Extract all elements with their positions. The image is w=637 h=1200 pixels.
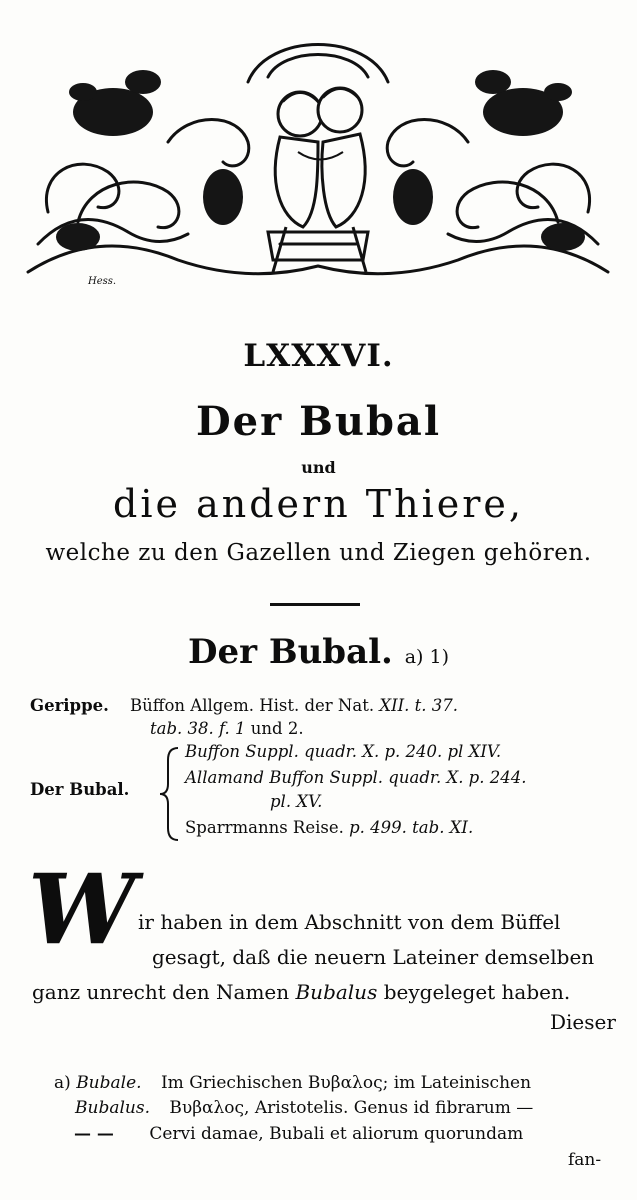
body-line: ir haben in dem Abschnitt von dem Büffel: [138, 910, 561, 934]
heading-divider: [270, 603, 360, 606]
reference-sparrmann-text: Sparrmanns Reise.: [185, 818, 344, 837]
reference-label-gerippe: Gerippe.: [30, 696, 109, 715]
reference-buffon: Buffon Suppl. quadr. X. p. 240. pl XIV.: [185, 742, 502, 761]
reference-gerippe-plate: tab. 38. f. 1: [150, 719, 246, 738]
engraver-signature: Hess.: [88, 276, 117, 287]
footnote-line: Bubalus. Βυβαλος, Aristotelis. Genus id fibrarum —: [75, 1098, 534, 1118]
chapter-title: Der Bubal: [195, 398, 442, 445]
footnote-lemma: Bubale.: [76, 1073, 142, 1093]
footnote-dash: — —: [74, 1124, 114, 1144]
body-line: gesagt, daß die neuern Lateiner demselben: [152, 945, 595, 969]
reference-gerippe-rest: und 2.: [250, 719, 304, 738]
reference-gerippe-volume: XII. t. 37.: [379, 696, 458, 715]
section-title-text: Der Bubal.: [187, 632, 393, 672]
reference-label-bubal: Der Bubal.: [30, 780, 130, 799]
reference-gerippe-continued: [150, 719, 304, 738]
reference-sparrmann-page: p. 499. tab. XI.: [349, 818, 474, 837]
footnote-line: a) Bubale. Im Griechischen Βυβαλος; im Lateinischen: [54, 1073, 532, 1093]
reference-sparrmann: [185, 818, 473, 837]
section-title: [0, 632, 637, 672]
catchword: Dieser: [550, 1010, 616, 1034]
curly-brace: [156, 744, 182, 844]
chapter-subtitle: die andern Thiere,: [113, 482, 524, 526]
footnote-line: — — Cervi damae, Bubali et aliorum quorundam: [74, 1124, 524, 1144]
chapter-number: LXXXVI.: [243, 338, 394, 374]
chapter-subtitle-line-2: welche zu den Gazellen und Ziegen gehören.: [45, 540, 592, 566]
latin-term: Bubalus: [295, 980, 378, 1004]
footnote-lemma: Bubalus.: [75, 1098, 150, 1118]
title-conjunction: und: [301, 458, 336, 477]
footnote-marks: a) 1): [404, 646, 449, 668]
footnote-marker: a): [54, 1073, 71, 1093]
reference-gerippe: [130, 696, 458, 715]
reference-allamand: Allamand Buffon Suppl. quadr. X. p. 244.: [185, 768, 527, 787]
reference-gerippe-text: Büffon Allgem. Hist. der Nat.: [130, 696, 375, 715]
reference-allamand-plate: pl. XV.: [270, 792, 323, 811]
drop-cap-initial: W: [28, 853, 132, 966]
body-line: ganz unrecht den Namen Bubalus beygeleget haben.: [32, 980, 571, 1004]
headpiece-vignette: [18, 22, 618, 290]
footnote-catchword: fan-: [568, 1150, 602, 1170]
